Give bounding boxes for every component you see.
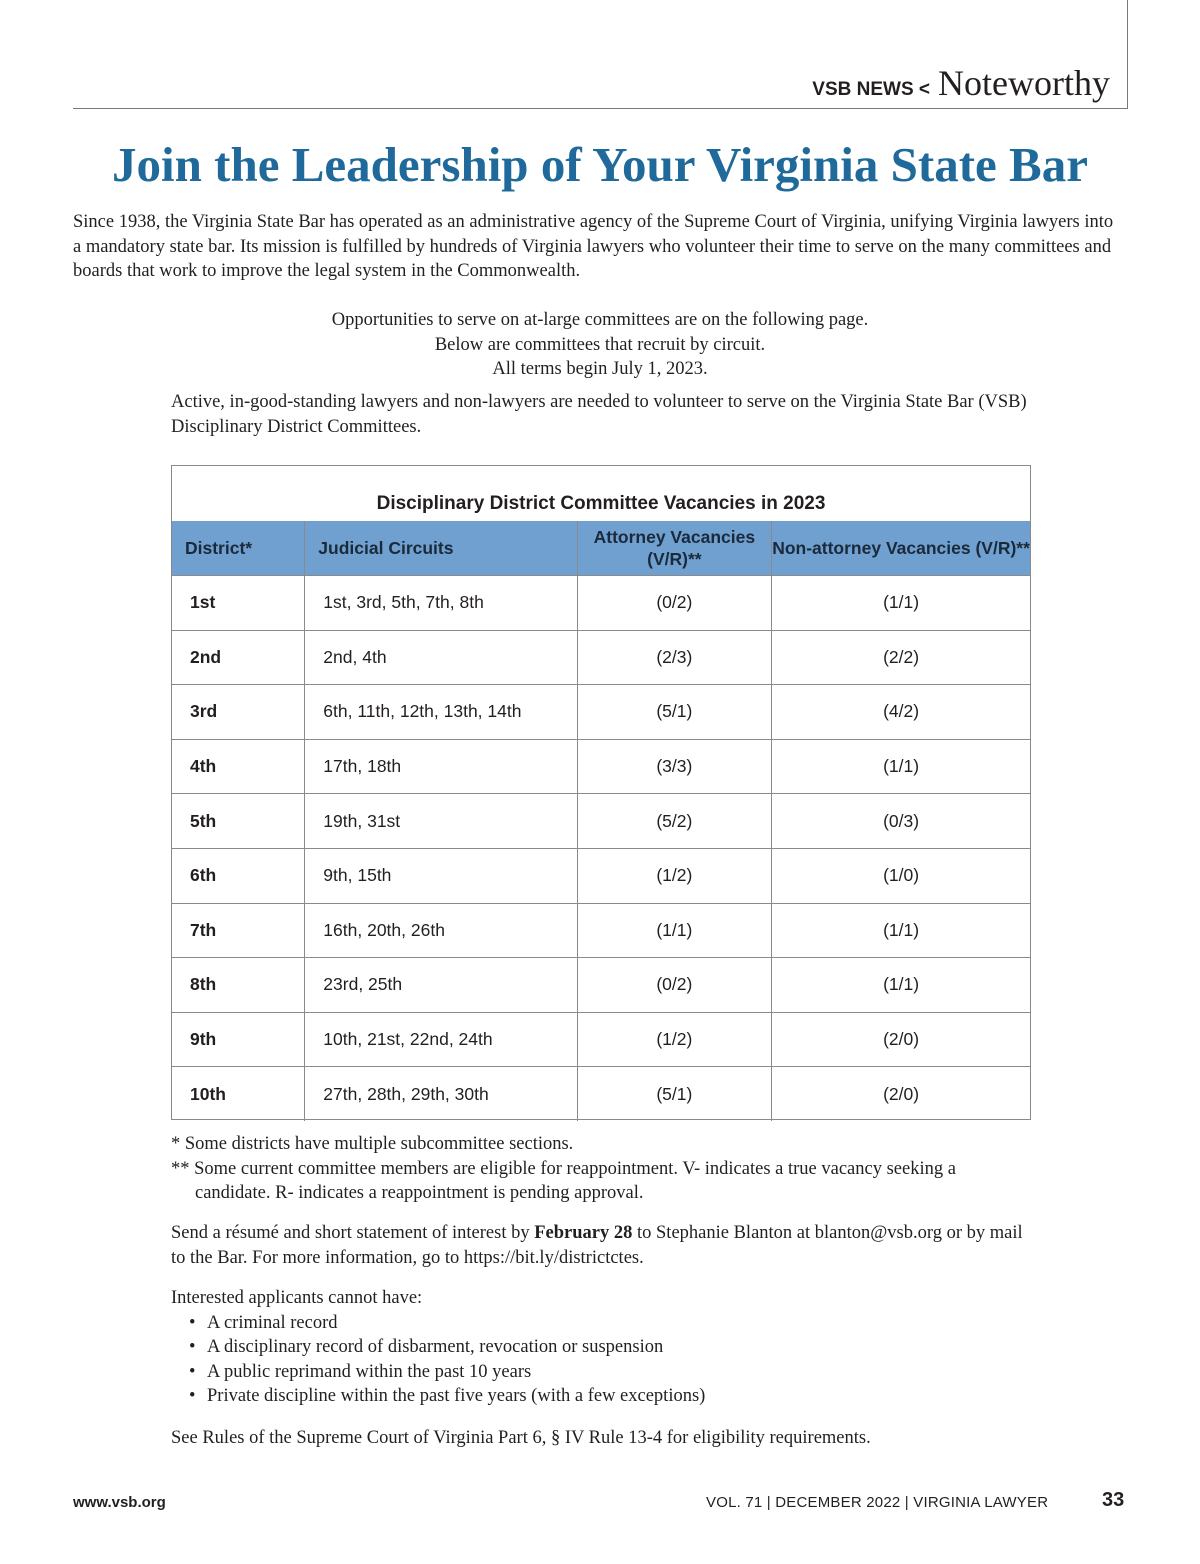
submission-text-after: to Stephanie Blanton at blanton@vsb.org or by mail to the Bar. For more information, go to https://bit.ly/districtctes. bbox=[171, 1223, 1023, 1268]
cell-attorney-vacancies: (1/2) bbox=[577, 848, 772, 903]
centered-line: Opportunities to serve on at-large committees are on the following page. bbox=[331, 310, 869, 330]
cell-attorney-vacancies: (0/2) bbox=[577, 958, 772, 1013]
cell-attorney-vacancies: (5/1) bbox=[577, 1067, 772, 1121]
cell-non-attorney-vacancies: (1/1) bbox=[772, 958, 1030, 1013]
table-row bbox=[172, 1067, 1030, 1121]
list-item: • Private discipline within the past five years (with a few exceptions) bbox=[207, 1384, 1031, 1409]
rules-note: See Rules of the Supreme Court of Virginia Part 6, § IV Rule 13-4 for eligibility requirements. bbox=[171, 1428, 871, 1448]
table-row bbox=[172, 1012, 1030, 1067]
cell-non-attorney-vacancies: (1/1) bbox=[772, 576, 1030, 631]
header-district: District* bbox=[172, 521, 305, 576]
header-vertical-rule bbox=[1127, 0, 1128, 108]
table-body bbox=[172, 576, 1030, 1121]
cell-judicial-circuits: 9th, 15th bbox=[305, 848, 577, 903]
table-row bbox=[172, 958, 1030, 1013]
cell-judicial-circuits: 10th, 21st, 22nd, 24th bbox=[305, 1012, 577, 1067]
cell-non-attorney-vacancies: (1/1) bbox=[772, 739, 1030, 794]
eligibility-requirements bbox=[171, 1286, 1031, 1409]
cell-non-attorney-vacancies: (2/0) bbox=[772, 1012, 1030, 1067]
cell-attorney-vacancies: (1/2) bbox=[577, 1012, 772, 1067]
cell-district: 3rd bbox=[172, 685, 305, 740]
table-row bbox=[172, 739, 1030, 794]
centered-line: Below are committees that recruit by circuit. bbox=[434, 334, 766, 355]
cell-district: 8th bbox=[172, 958, 305, 1013]
footer-website: www.vsb.org bbox=[73, 1494, 166, 1511]
vacancies-table-box bbox=[171, 465, 1031, 1120]
cell-non-attorney-vacancies: (0/3) bbox=[772, 794, 1030, 849]
list-item: • A criminal record bbox=[207, 1311, 1031, 1336]
centered-notice bbox=[0, 308, 1200, 382]
cell-non-attorney-vacancies: (4/2) bbox=[772, 685, 1030, 740]
header-judicial-circuits: Judicial Circuits bbox=[305, 521, 577, 576]
cell-judicial-circuits: 17th, 18th bbox=[305, 739, 577, 794]
table-row bbox=[172, 630, 1030, 685]
cell-judicial-circuits: 6th, 11th, 12th, 13th, 14th bbox=[305, 685, 577, 740]
cell-district: 10th bbox=[172, 1067, 305, 1121]
table-row bbox=[172, 848, 1030, 903]
cell-attorney-vacancies: (1/1) bbox=[577, 903, 772, 958]
cell-district: 9th bbox=[172, 1012, 305, 1067]
cell-attorney-vacancies: (5/1) bbox=[577, 685, 772, 740]
footer-issue: VOL. 71 | DECEMBER 2022 | VIRGINIA LAWYER bbox=[706, 1494, 1049, 1511]
footnote-2: ** Some current committee members are eligible for reappointment. V- indicates a true vacancy seeking a candidate. R- indicates a reappointment is pending approval. bbox=[171, 1158, 956, 1203]
centered-line: All terms begin July 1, 2023. bbox=[492, 359, 708, 379]
cell-attorney-vacancies: (5/2) bbox=[577, 794, 772, 849]
cell-judicial-circuits: 2nd, 4th bbox=[305, 630, 577, 685]
cell-judicial-circuits: 23rd, 25th bbox=[305, 958, 577, 1013]
cell-district: 5th bbox=[172, 794, 305, 849]
list-item: • A disciplinary record of disbarment, revocation or suspension bbox=[207, 1335, 1031, 1360]
submission-deadline: February 28 bbox=[534, 1223, 633, 1243]
cell-district: 4th bbox=[172, 739, 305, 794]
submission-instructions bbox=[171, 1221, 1041, 1270]
table-title: Disciplinary District Committee Vacancies in 2023 bbox=[376, 493, 826, 514]
cell-judicial-circuits: 16th, 20th, 26th bbox=[305, 903, 577, 958]
cell-attorney-vacancies: (0/2) bbox=[577, 576, 772, 631]
requirements-intro: Interested applicants cannot have: bbox=[171, 1288, 423, 1308]
table-row bbox=[172, 685, 1030, 740]
page-number: 33 bbox=[1102, 1489, 1125, 1511]
running-head-section: VSB NEWS < bbox=[812, 79, 931, 100]
cell-non-attorney-vacancies: (1/0) bbox=[772, 848, 1030, 903]
footnotes bbox=[171, 1132, 1031, 1206]
lead-paragraph: Active, in-good-standing lawyers and non-lawyers are needed to volunteer to serve on the Virginia State Bar (VSB) Disciplinary District Committees. bbox=[171, 392, 1027, 437]
cell-district: 1st bbox=[172, 576, 305, 631]
running-head bbox=[812, 62, 1110, 104]
cell-attorney-vacancies: (2/3) bbox=[577, 630, 772, 685]
cell-attorney-vacancies: (3/3) bbox=[577, 739, 772, 794]
header-attorney-vacancies: Attorney Vacancies (V/R)** bbox=[577, 521, 772, 576]
cell-judicial-circuits: 1st, 3rd, 5th, 7th, 8th bbox=[305, 576, 577, 631]
page-title: Join the Leadership of Your Virginia State Bar bbox=[112, 137, 1088, 192]
cell-district: 7th bbox=[172, 903, 305, 958]
cell-judicial-circuits: 19th, 31st bbox=[305, 794, 577, 849]
cell-district: 2nd bbox=[172, 630, 305, 685]
cell-non-attorney-vacancies: (2/0) bbox=[883, 1083, 920, 1104]
table-header-row bbox=[172, 521, 1030, 576]
table-row bbox=[172, 794, 1030, 849]
header-non-attorney-vacancies: Non-attorney Vacancies (V/R)** bbox=[772, 521, 1030, 576]
cell-district: 6th bbox=[172, 848, 305, 903]
requirements-list bbox=[171, 1311, 1031, 1409]
submission-text-before: Send a résumé and short statement of interest by bbox=[171, 1223, 535, 1243]
running-head-name: Noteworthy bbox=[938, 63, 1110, 103]
cell-non-attorney-vacancies: (2/2) bbox=[772, 630, 1030, 685]
vacancies-table bbox=[172, 521, 1030, 1121]
table-row bbox=[172, 576, 1030, 631]
list-item: • A public reprimand within the past 10 years bbox=[207, 1360, 1031, 1385]
intro-paragraph: Since 1938, the Virginia State Bar has operated as an administrative agency of the Supreme Court of Virginia, unifying Virginia lawyers into a mandatory state bar. Its mission is fulfilled by hundreds of Virginia lawyers who volunteer their time to serve on the many committees and boards that work to improve the legal system in the Commonwealth. bbox=[73, 212, 1114, 281]
table-row bbox=[172, 903, 1030, 958]
cell-judicial-circuits: 27th, 28th, 29th, 30th bbox=[305, 1067, 577, 1121]
header-horizontal-rule bbox=[73, 108, 1128, 109]
cell-non-attorney-vacancies: (1/1) bbox=[772, 903, 1030, 958]
footnote-1: * Some districts have multiple subcommittee sections. bbox=[171, 1134, 574, 1154]
